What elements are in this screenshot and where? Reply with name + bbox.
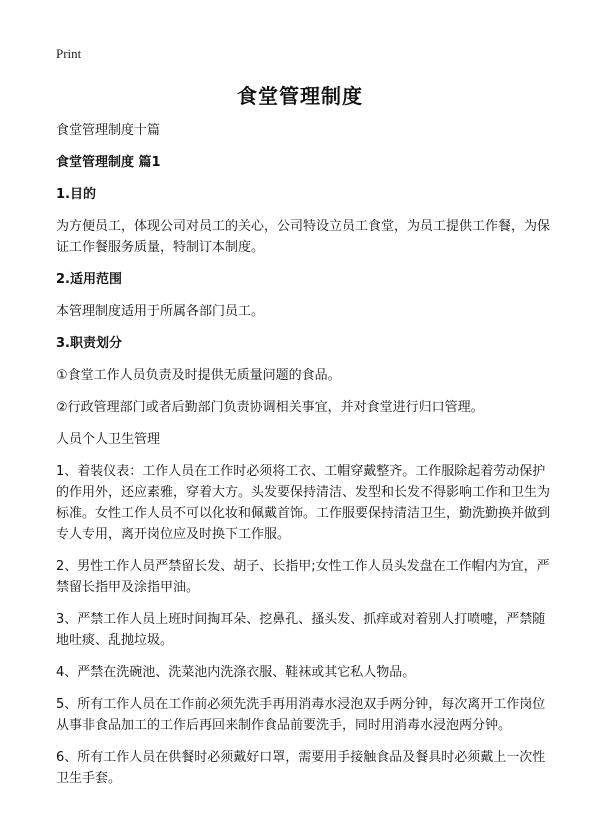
hygiene-item: 5、所有工作人员在工作前必须先洗手再用消毒水浸泡双手两分钟，每次离开工作岗位从事非食品加工的工作后再回来制作食品前要洗手，同时用消毒水浸泡两分钟。 [56,697,546,733]
purpose-text: 为方便员工，体现公司对员工的关心，公司特设立员工食堂，为员工提供工作餐，为保证工作餐服务质量，特制订本制度。 [56,219,551,255]
page-title: 食堂管理制度 [237,84,363,108]
hygiene-heading: 人员个人卫生管理 [56,432,161,447]
duties-heading: 3.职责划分 [56,336,122,351]
duty-item: ①食堂工作人员负责及时提供无质量问题的食品。 [56,368,341,383]
hygiene-item: 6、所有工作人员在供餐时必须戴好口罩，需要用手接触食品及餐具时必须戴上一次性卫生手套。 [56,750,546,786]
hygiene-item: 4、严禁在洗碗池、洗菜池内洗涤衣服、鞋袜或其它私人物品。 [56,665,416,680]
document-body [56,120,552,789]
section-heading: 食堂管理制度 篇1 [56,155,161,170]
hygiene-item: 2、男性工作人员严禁留长发、胡子、长指甲;女性工作人员头发盘在工作帽内为宜，严禁留长指甲及涂指甲油。 [56,559,550,595]
hygiene-item: 1、着装仪表：工作人员在工作时必须将工衣、工帽穿戴整齐。工作服除起着劳动保护的作用外，还应素雅，穿着大方。头发要保持清洁、发型和长发不得影响工作和卫生为标准。女性工作人员不可以化妆和佩戴首饰。工作服要保持清洁卫生，勤洗勤换并做到专人专用，离开岗位应及时换下工作服。 [56,464,551,542]
scope-heading: 2.适用范围 [56,272,122,287]
duty-item: ②行政管理部门或者后勤部门负责协调相关事宜，并对食堂进行归口管理。 [56,400,484,415]
print-label: Print [56,46,82,61]
hygiene-item: 3、严禁工作人员上班时间掏耳朵、挖鼻孔、搔头发、抓痒或对着别人打喷嚏，严禁随地吐痰、乱抛垃圾。 [56,612,546,648]
scope-text: 本管理制度适用于所属各部门员工。 [56,304,265,319]
document-subtitle: 食堂管理制度十篇 [56,123,161,138]
purpose-heading: 1.目的 [56,187,96,202]
